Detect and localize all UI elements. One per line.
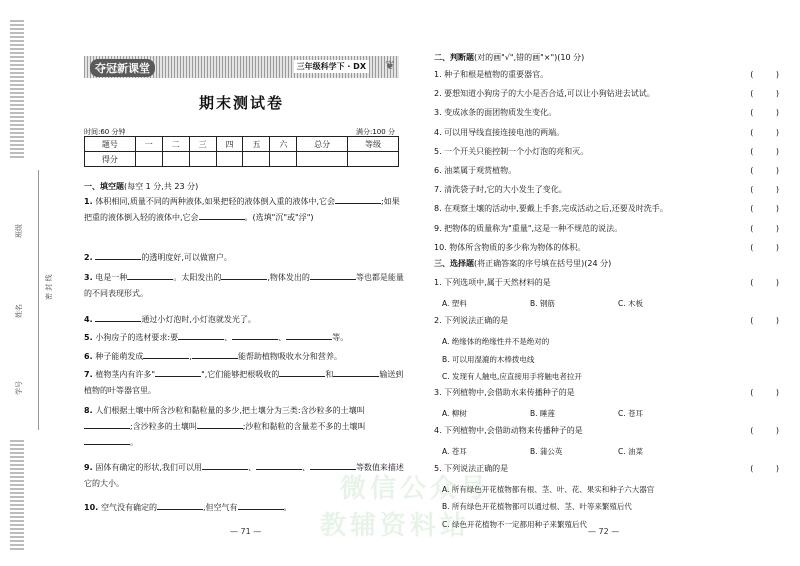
true-false-text: 3. 变成冰条的面团物质发生变化。 xyxy=(434,108,557,118)
question-text: 空气没有确定的 xyxy=(100,503,157,512)
choice-option: C. 油菜 xyxy=(618,446,644,456)
answer-blank[interactable] xyxy=(197,419,243,429)
score-header-cell: 等级 xyxy=(348,137,399,152)
answer-blank[interactable] xyxy=(310,270,356,280)
question-text: 固体有确定的形状,我们可以用 xyxy=(95,463,202,472)
fill-question xyxy=(84,270,404,302)
question-text: 能帮助植物吸收水分和营养。 xyxy=(237,352,342,361)
answer-blank[interactable] xyxy=(95,250,141,260)
section-tf-note: (对的画"√",错的画"×")(10 分) xyxy=(474,53,585,62)
score-input-cell[interactable] xyxy=(297,152,348,167)
answer-blank[interactable] xyxy=(333,367,379,377)
question-text: ,但空气有 xyxy=(202,503,238,512)
brand-logo: 夺冠新课堂 xyxy=(90,59,155,77)
score-table xyxy=(84,136,399,167)
choice-question xyxy=(434,386,789,400)
cut-label: 密 封 线 xyxy=(45,274,53,300)
answer-paren[interactable]: ( ) xyxy=(750,127,789,137)
true-false-text: 10. 物体所含物质的多少称为物体的体积。 xyxy=(434,242,586,252)
true-false-item xyxy=(434,222,789,236)
true-false-item xyxy=(434,164,789,178)
choice-option: C. 木板 xyxy=(618,299,644,308)
true-false-item xyxy=(434,145,789,159)
question-text: ,物体发出的 xyxy=(267,273,310,282)
question-text: 、 xyxy=(224,333,233,342)
true-false-text: 2. 要想知道小狗房子的大小是否合适,可以让小狗钻进去试试。 xyxy=(434,89,655,99)
answer-blank[interactable] xyxy=(199,210,245,220)
question-text: ",它们能够把根吸收的 xyxy=(201,370,280,379)
section-choice-heading: 三、选择题 xyxy=(434,259,474,268)
section-choice-note: (将正确答案的序号填在括号里)(24 分) xyxy=(474,259,612,268)
score-header-cell: 五 xyxy=(243,137,270,152)
section-tf-title xyxy=(434,52,584,63)
watermark-line2: 教辅资料站 xyxy=(320,511,471,541)
section-choice-title xyxy=(434,258,611,269)
choice-option: A. 塑料 xyxy=(442,299,467,308)
question-number: 4. xyxy=(84,315,96,324)
answer-blank[interactable] xyxy=(127,270,173,280)
question-text: 、 xyxy=(278,333,287,342)
true-false-item xyxy=(434,183,789,197)
score-header-cell: 总分 xyxy=(297,137,348,152)
answer-blank[interactable] xyxy=(157,500,203,510)
answer-blank[interactable] xyxy=(84,435,130,445)
answer-paren[interactable]: ( ) xyxy=(750,242,789,252)
answer-blank[interactable] xyxy=(143,349,189,359)
hatch-pattern xyxy=(10,440,24,550)
fill-question xyxy=(84,367,404,399)
score-input-cell[interactable] xyxy=(348,152,399,167)
header-band xyxy=(84,56,399,78)
section-fill-title xyxy=(84,181,198,192)
question-text: 种子能萌发成 xyxy=(95,352,144,361)
question-number: 8. xyxy=(84,406,96,415)
page-number-right: — 72 — xyxy=(588,527,620,536)
answer-blank[interactable] xyxy=(178,330,224,340)
choice-option: B. 可以用湿漉的木棒拨电线 xyxy=(442,354,535,364)
grade-tag: 三年级科学下 · DX xyxy=(294,60,369,73)
question-text: 、 xyxy=(301,463,310,472)
question-text: 的透明度好,可以做窗户。 xyxy=(141,253,232,262)
score-header-cell: 二 xyxy=(162,137,189,152)
score-input-cell[interactable] xyxy=(243,152,270,167)
question-text: 电是一种 xyxy=(95,273,128,282)
question-text: 等数值来描述它的大小。 xyxy=(84,463,404,488)
true-false-text: 4. 可以用导线直接连接电池的两端。 xyxy=(434,127,565,137)
question-text: 通过小灯泡时,小灯泡就发光了。 xyxy=(141,315,256,324)
answer-paren[interactable]: ( ) xyxy=(750,223,789,233)
answer-blank[interactable] xyxy=(84,419,130,429)
true-false-item xyxy=(434,202,789,216)
score-table-header xyxy=(85,137,399,152)
page-title: 期末测试卷 xyxy=(198,94,284,112)
choice-option: A. 苍耳 xyxy=(442,446,467,456)
fill-question xyxy=(84,403,404,451)
answer-paren[interactable]: ( ) xyxy=(750,316,789,325)
answer-blank[interactable] xyxy=(155,367,201,377)
question-text: 小狗房子的选材要求:要 xyxy=(95,333,179,342)
question-text: , xyxy=(189,352,192,361)
question-text: 等。 xyxy=(332,333,349,342)
question-number: 9. xyxy=(84,463,96,472)
score-header-cell: 四 xyxy=(216,137,243,152)
score-input-cell[interactable] xyxy=(135,152,162,167)
answer-paren[interactable]: ( ) xyxy=(750,108,789,118)
question-text: 。太阳发出的 xyxy=(173,273,222,282)
fill-question xyxy=(84,349,404,365)
choice-stem: 1. 下列选项中,属于天然材料的是 xyxy=(434,278,551,287)
choice-stem: 5. 下列说法正确的是 xyxy=(434,463,509,473)
true-false-item xyxy=(434,126,789,140)
score-input-cell[interactable] xyxy=(216,152,243,167)
choice-question xyxy=(434,314,789,328)
score-input-cell[interactable] xyxy=(270,152,297,167)
answer-paren[interactable]: ( ) xyxy=(750,146,789,156)
choice-option: B. 所有绿色开花植物都可以通过根、茎、叶等来繁殖后代 xyxy=(442,502,632,511)
true-false-text: 1. 种子和根是植物的重要器官。 xyxy=(434,70,549,79)
answer-blank[interactable] xyxy=(335,194,381,204)
true-false-text: 6. 油菜属于观赏植物。 xyxy=(434,166,517,175)
section-fill-note: (每空 1 分,共 23 分) xyxy=(124,182,199,191)
answer-paren[interactable]: ( ) xyxy=(750,70,789,79)
score-input-cell[interactable] xyxy=(162,152,189,167)
time-limit: 时间:60 分钟 xyxy=(84,128,126,136)
choice-question xyxy=(434,276,789,290)
watermark-line1: 微信公众号 xyxy=(340,474,491,504)
score-input-cell[interactable] xyxy=(189,152,216,167)
true-false-text: 9. 把物体的质量称为"重量",这是一种不规范的说法。 xyxy=(434,223,623,233)
answer-paren[interactable]: ( ) xyxy=(750,166,789,175)
question-text: 体积相同,质量不同的两种液体,如果把轻的液体倒入重的液体中,它会 xyxy=(95,197,336,206)
true-false-text: 7. 清洗袋子时,它的大小发生了变化。 xyxy=(434,185,567,195)
section-fill-heading: 一、填空题 xyxy=(84,182,124,191)
choice-question xyxy=(434,424,789,438)
choice-option: C. 发现有人触电,应直接用手将触电者拉开 xyxy=(442,372,582,381)
score-header-cell: 三 xyxy=(189,137,216,152)
answer-blank[interactable] xyxy=(232,330,278,340)
question-text: ;沙粒和黏粒的含量差不多的土壤叫 xyxy=(242,422,366,431)
leaf-icon: ❦ xyxy=(384,58,395,72)
question-text: 植物茎内有许多" xyxy=(95,370,156,379)
name-label: 姓名 xyxy=(15,304,23,318)
question-text: ;含沙粒多的土壤叫 xyxy=(130,422,197,431)
choice-option: C. 绿色开花植物不一定都用种子来繁殖后代 xyxy=(442,519,588,529)
score-header-cell: 一 xyxy=(135,137,162,152)
choice-option: A. 所有绿色开花植物都有根、茎、叶、花、果实和种子六大器官 xyxy=(442,484,655,494)
answer-paren[interactable]: ( ) xyxy=(750,425,789,435)
fill-question xyxy=(84,250,404,266)
true-false-item xyxy=(434,106,789,120)
true-false-item xyxy=(434,68,789,82)
question-text: 。(选填"沉"或"浮") xyxy=(244,213,314,222)
answer-blank[interactable] xyxy=(286,330,332,340)
question-text: 。 xyxy=(283,503,292,512)
answer-blank[interactable] xyxy=(221,270,267,280)
question-number: 7. xyxy=(84,370,96,379)
choice-option: B. 蒲公英 xyxy=(530,446,563,456)
number-label: 学号 xyxy=(15,381,23,395)
question-text: 人们根据土壤中所含沙粒和黏粒量的多少,把土壤分为三类:含沙粒多的土壤叫 xyxy=(95,406,365,415)
answer-blank[interactable] xyxy=(95,312,141,322)
fill-question xyxy=(84,330,404,346)
choice-option: A. 柳树 xyxy=(442,408,467,418)
hatch-pattern xyxy=(10,20,24,160)
score-row-label: 得分 xyxy=(85,152,136,167)
question-text: 输送到植物的叶等器官里。 xyxy=(84,370,404,395)
page-number-left: — 71 — xyxy=(230,527,262,536)
choice-stem: 3. 下列植物中,会借助水来传播种子的是 xyxy=(434,387,575,397)
choice-stem: 4. 下列植物中,会借助动物来传播种子的是 xyxy=(434,425,583,435)
answer-paren[interactable]: ( ) xyxy=(750,185,789,195)
choice-stem: 2. 下列说法正确的是 xyxy=(434,316,509,325)
question-text: 。 xyxy=(130,438,138,447)
choice-option: B. 钢筋 xyxy=(530,299,555,308)
section-tf-heading: 二、判断题 xyxy=(434,53,474,62)
score-table-row xyxy=(85,152,399,167)
choice-option: A. 绝缘体的绝缘性并不是绝对的 xyxy=(442,337,550,346)
fill-question xyxy=(84,312,404,328)
question-text: 、 xyxy=(247,463,256,472)
cut-line xyxy=(38,170,39,430)
answer-paren[interactable]: ( ) xyxy=(750,89,789,99)
choice-option: C. 苍耳 xyxy=(618,408,644,418)
answer-blank[interactable] xyxy=(238,500,284,510)
true-false-item xyxy=(434,87,789,101)
binding-strip xyxy=(0,0,60,566)
answer-paren[interactable]: ( ) xyxy=(750,204,789,214)
answer-paren[interactable]: ( ) xyxy=(750,463,789,473)
class-label: 班级 xyxy=(15,224,23,238)
true-false-text: 5. 一个开关只能控制一个小灯泡的亮和灭。 xyxy=(434,146,589,156)
answer-paren[interactable]: ( ) xyxy=(750,387,789,397)
choice-option: B. 睡莲 xyxy=(530,408,555,418)
score-header-cell: 六 xyxy=(270,137,297,152)
question-number: 5. xyxy=(84,333,96,342)
answer-blank[interactable] xyxy=(192,349,238,359)
question-number: 3. xyxy=(84,273,96,282)
answer-blank[interactable] xyxy=(202,460,248,470)
answer-paren[interactable]: ( ) xyxy=(750,278,789,287)
true-false-text: 8. 在观察土壤的活动中,要戴上手套,完成活动之后,还要及时洗手。 xyxy=(434,204,668,214)
question-text: 等也都是能量的不同表现形式。 xyxy=(84,273,404,298)
score-header-cell: 题号 xyxy=(85,137,136,152)
question-number: 6. xyxy=(84,352,96,361)
answer-blank[interactable] xyxy=(279,367,325,377)
question-text: 和 xyxy=(325,370,334,379)
fill-question xyxy=(84,194,404,226)
question-number: 2. xyxy=(84,253,96,262)
question-number: 10. xyxy=(84,503,101,512)
true-false-item xyxy=(434,241,789,255)
full-score: 满分:100 分 xyxy=(356,128,395,136)
question-text: ;如果把重的液体倒入轻的液体中,它会 xyxy=(84,197,400,222)
answer-blank[interactable] xyxy=(256,460,302,470)
question-number: 1. xyxy=(84,197,96,206)
